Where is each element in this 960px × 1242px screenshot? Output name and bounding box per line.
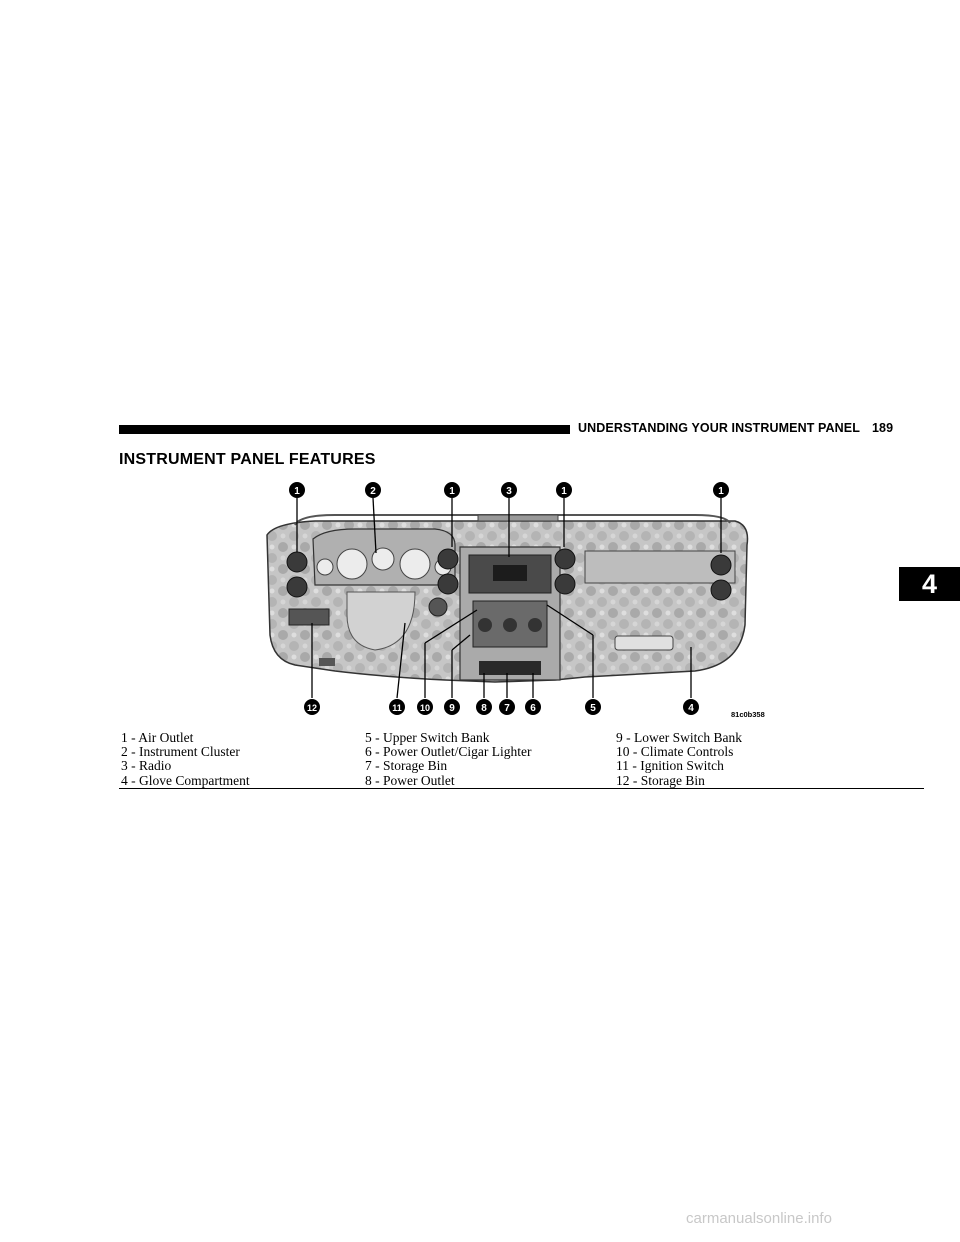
callout-10: 10 [419,703,431,713]
callout-9: 9 [449,703,455,714]
legend-item: 3 - Radio [121,758,172,774]
callout-3: 3 [506,486,512,497]
header-title: UNDERSTANDING YOUR INSTRUMENT PANEL [578,421,860,435]
callout-1d: 1 [718,486,724,497]
legend-item: 4 - Glove Compartment [121,772,250,788]
callouts-top [289,482,729,498]
header-bar [119,425,570,434]
callout-12: 12 [306,703,318,713]
legend-item: 1 - Air Outlet [121,730,194,745]
legend-item: 9 - Lower Switch Bank [616,730,742,745]
callouts-bottom [304,699,699,715]
legend-item: 8 - Power Outlet [365,772,455,788]
legend-column-2 [365,731,531,788]
legend-item: 6 - Power Outlet/Cigar Lighter [365,744,532,760]
callout-1c: 1 [561,486,567,497]
legend-rule [119,788,924,789]
instrument-panel-illustration [255,475,775,725]
callout-6: 6 [530,703,536,714]
callout-1b: 1 [449,486,455,497]
callout-4: 4 [688,703,694,714]
legend-column-3 [616,731,742,788]
legend-item: 11 - Ignition Switch [616,758,724,774]
section-title: INSTRUMENT PANEL FEATURES [119,451,376,468]
legend-item: 12 - Storage Bin [616,772,705,788]
callout-7: 7 [504,703,510,714]
figure-code: 81c0b358 [731,710,765,719]
chapter-tab: 4 [899,567,960,601]
page-number: 189 [871,421,894,435]
watermark: carmanualsonline.info [686,1210,832,1227]
callout-2: 2 [370,486,376,497]
callout-5: 5 [590,703,596,714]
legend-column-1 [121,731,250,788]
callout-8: 8 [481,703,487,714]
instrument-panel-figure [255,475,775,725]
callout-1a: 1 [294,486,300,497]
running-header [578,421,893,435]
legend-item: 2 - Instrument Cluster [121,744,240,760]
legend-item: 7 - Storage Bin [365,758,448,774]
legend-item: 10 - Climate Controls [616,744,734,760]
callout-11: 11 [392,703,402,713]
legend-item: 5 - Upper Switch Bank [365,730,490,745]
